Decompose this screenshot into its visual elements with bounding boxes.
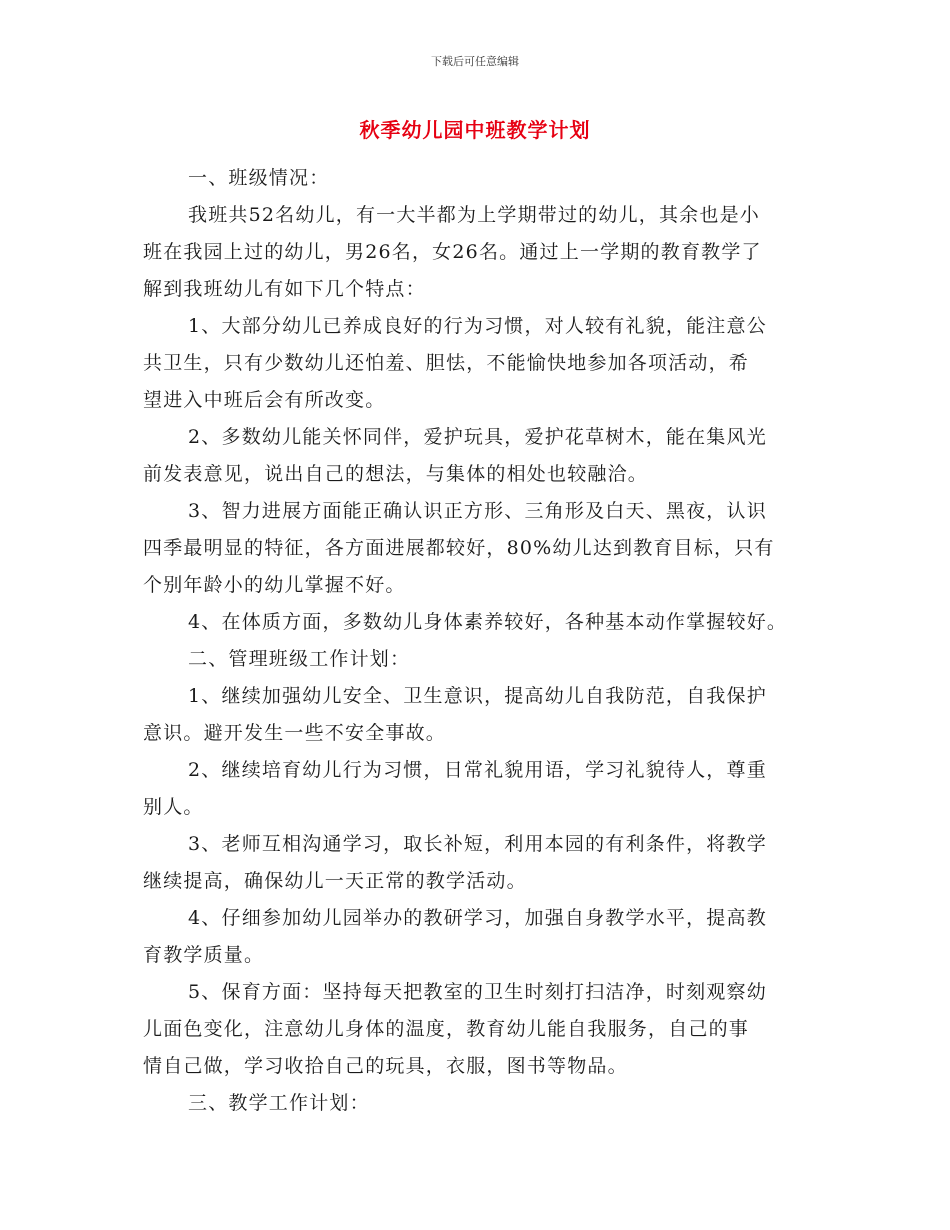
text-line: 个别年龄小的幼儿掌握不好。 bbox=[143, 574, 406, 596]
text-line: 一、班级情况： bbox=[188, 167, 330, 189]
text-line: 望进入中班后会有所改变。 bbox=[143, 389, 386, 411]
text-line: 解到我班幼儿有如下几个特点： bbox=[143, 278, 426, 300]
text-line: 我班共52名幼儿，有一大半都为上学期带过的幼儿，其余也是小 bbox=[188, 204, 760, 226]
text-line: 共卫生，只有少数幼儿还怕羞、胆怯，不能愉快地参加各项活动，希 bbox=[143, 352, 750, 374]
text-line: 育教学质量。 bbox=[143, 944, 265, 966]
text-line: 1、大部分幼儿已养成良好的行为习惯，对人较有礼貌，能注意公 bbox=[188, 315, 767, 337]
text-line: 四季最明显的特征，各方面进展都较好，80%幼儿达到教育目标，只有 bbox=[143, 537, 775, 559]
text-line: 2、多数幼儿能关怀同伴，爱护玩具，爱护花草树木，能在集风光 bbox=[188, 426, 767, 448]
text-line: 4、仔细参加幼儿园举办的教研学习，加强自身教学水平，提高教 bbox=[188, 907, 767, 929]
text-line: 1、继续加强幼儿安全、卫生意识，提高幼儿自我防范，自我保护 bbox=[188, 685, 767, 707]
text-line: 前发表意见，说出自己的想法，与集体的相处也较融洽。 bbox=[143, 463, 649, 485]
text-line: 4、在体质方面，多数幼儿身体素养较好，各种基本动作掌握较好。 bbox=[188, 611, 788, 633]
text-line: 意识。避开发生一些不安全事故。 bbox=[143, 722, 447, 744]
text-line: 5、保育方面：坚持每天把教室的卫生时刻打扫洁净，时刻观察幼 bbox=[188, 981, 767, 1003]
page-header: 下载后可任意编辑 bbox=[431, 55, 519, 68]
text-line: 班在我园上过的幼儿，男26名，女26名。通过上一学期的教育教学了 bbox=[143, 241, 762, 263]
text-line: 二、管理班级工作计划： bbox=[188, 648, 411, 670]
text-line: 3、老师互相沟通学习，取长补短，利用本园的有利条件，将教学 bbox=[188, 833, 767, 855]
text-line: 别人。 bbox=[143, 796, 204, 818]
text-line: 2、继续培育幼儿行为习惯，日常礼貌用语，学习礼貌待人，尊重 bbox=[188, 759, 767, 781]
document-title: 秋季幼儿园中班教学计划 bbox=[359, 118, 591, 142]
text-line: 情自己做，学习收拾自己的玩具，衣服，图书等物品。 bbox=[143, 1055, 628, 1077]
text-line: 继续提高，确保幼儿一天正常的教学活动。 bbox=[143, 870, 527, 892]
text-line: 3、智力进展方面能正确认识正方形、三角形及白天、黑夜，认识 bbox=[188, 500, 767, 522]
text-line: 儿面色变化，注意幼儿身体的温度，教育幼儿能自我服务，自己的事 bbox=[143, 1018, 750, 1040]
document-body bbox=[143, 160, 833, 1122]
text-line: 三、教学工作计划： bbox=[188, 1092, 370, 1114]
